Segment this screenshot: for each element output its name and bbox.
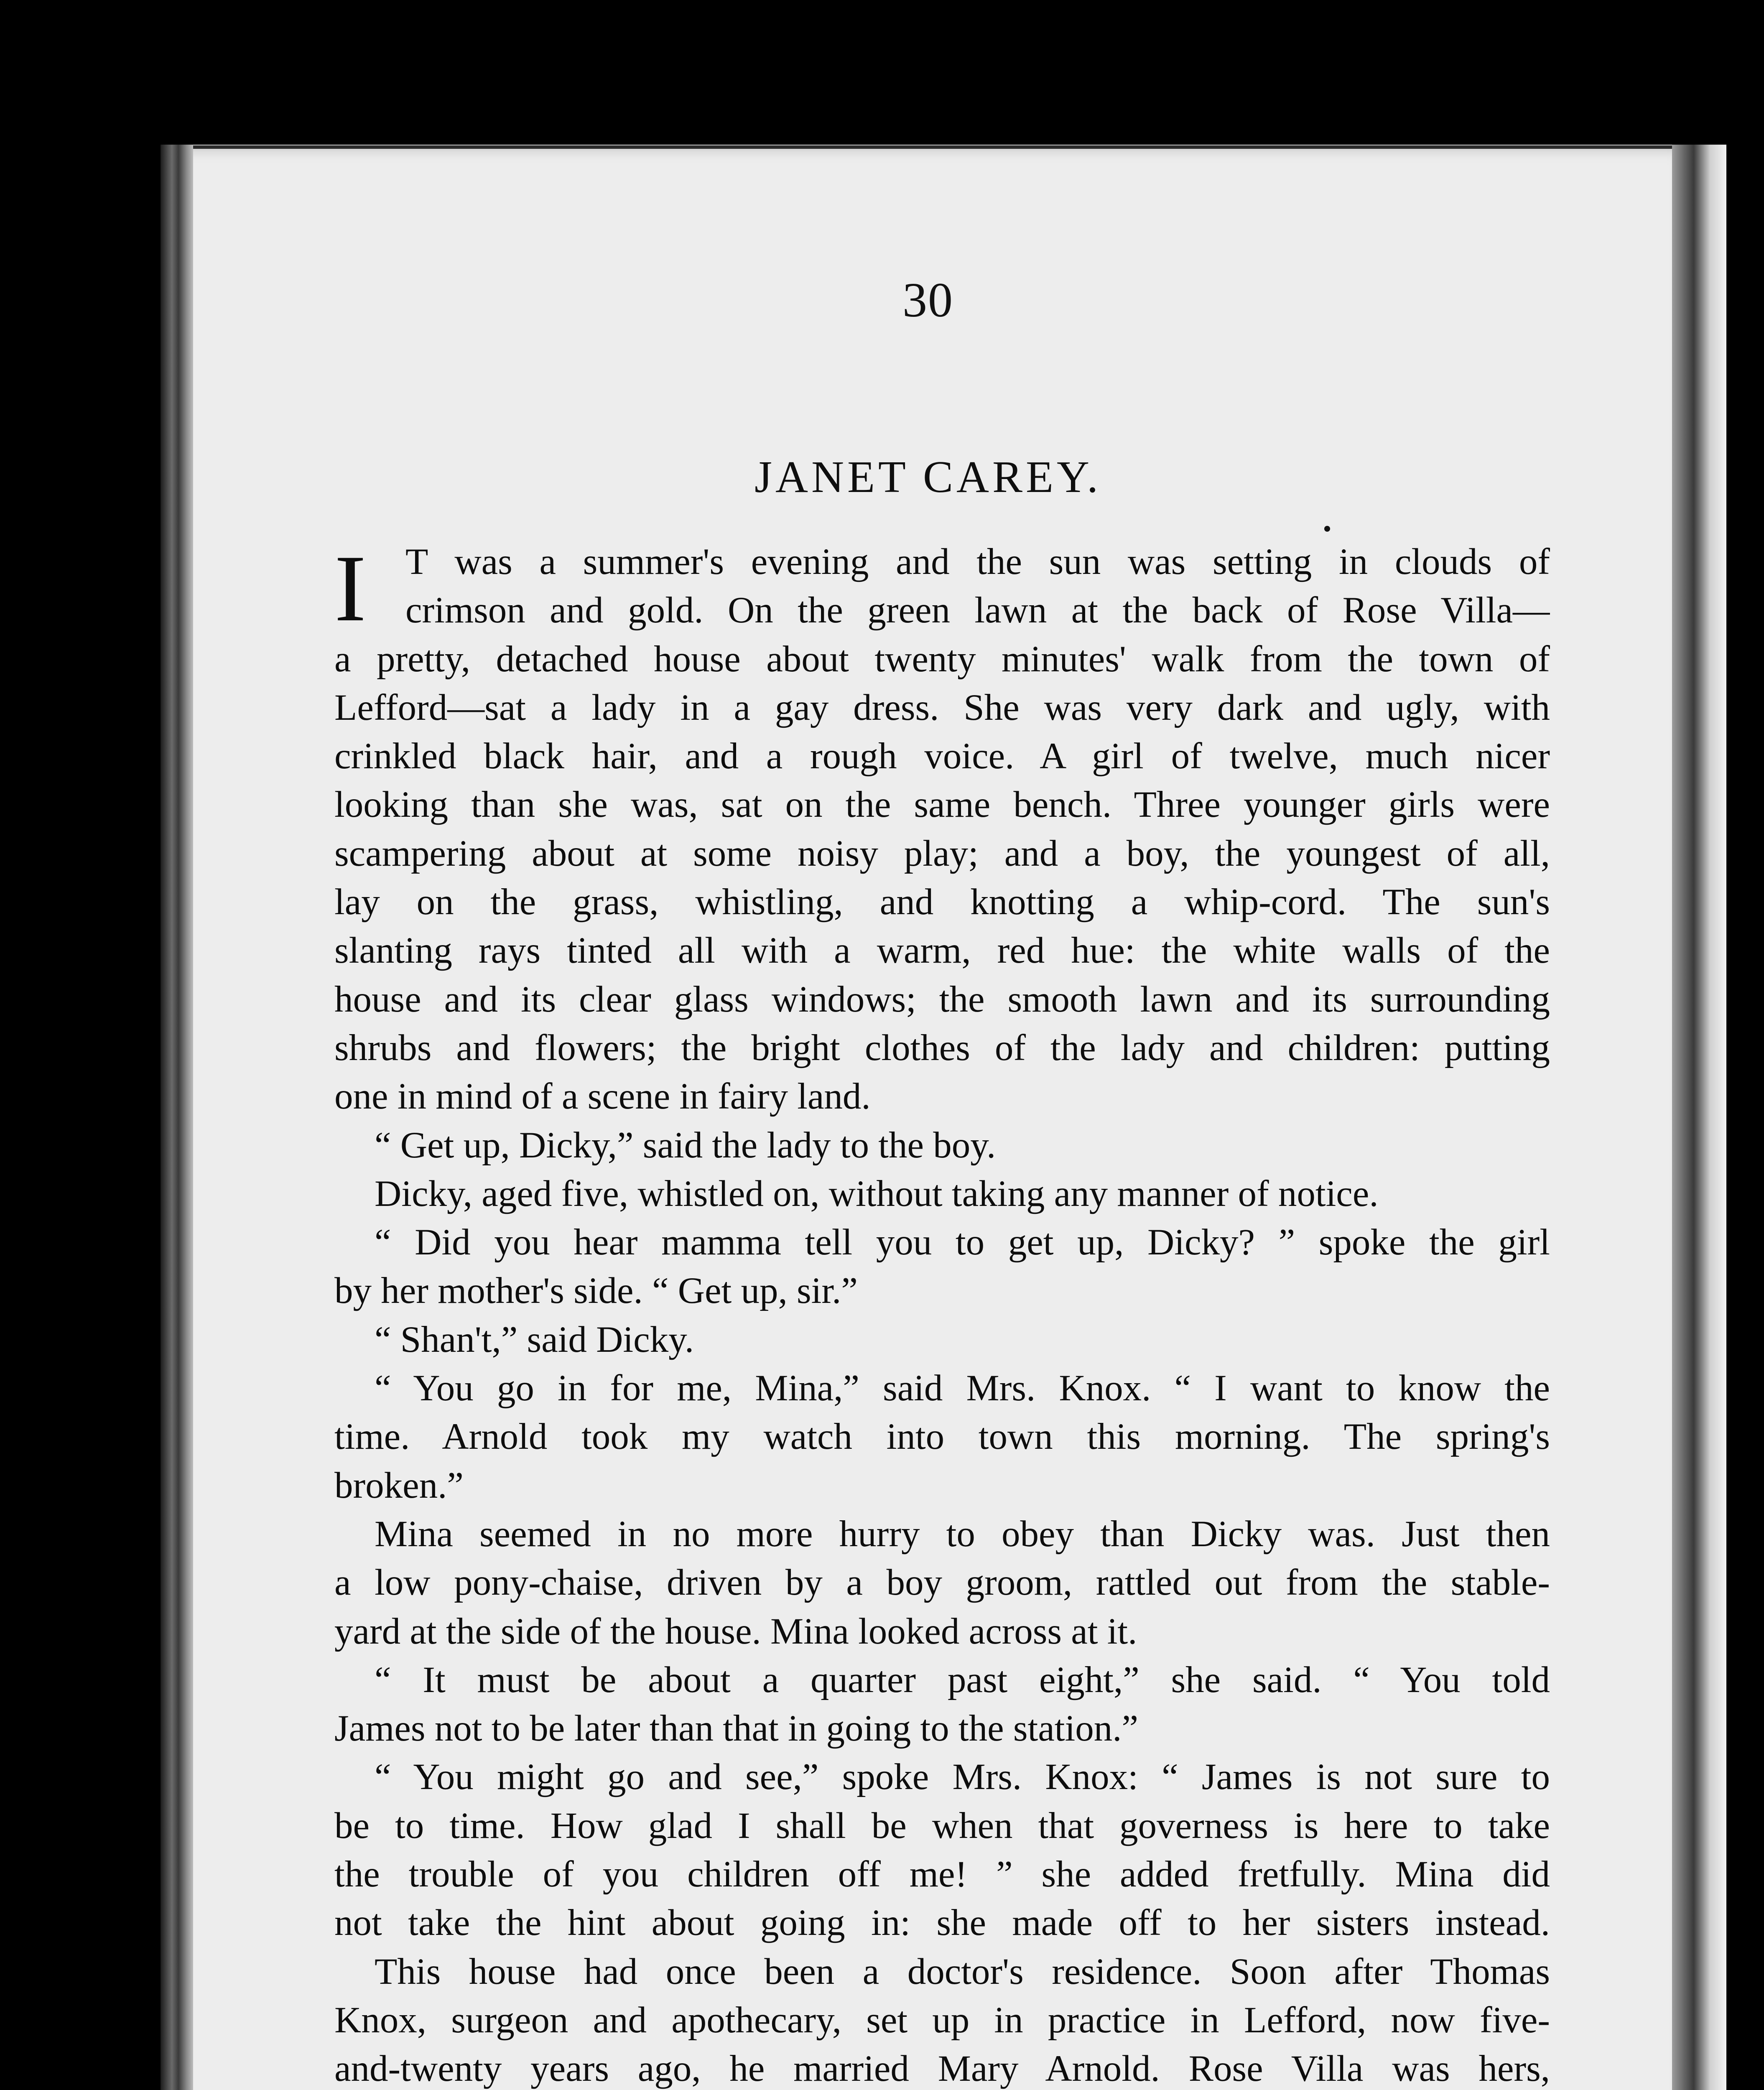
page-right-edge bbox=[1672, 145, 1726, 2090]
page-number: 30 bbox=[902, 273, 953, 327]
drop-cap: I bbox=[334, 536, 366, 641]
text-line: “ You go in for me, Mina,” said Mrs. Knox. “ I want to know the bbox=[375, 1368, 1550, 1409]
text-line: time. Arnold took my watch into town this morning. The spring's bbox=[334, 1416, 1550, 1458]
text-line: the trouble of you children off me! ” she added fretfully. Mina did bbox=[334, 1854, 1550, 1895]
text-line: house and its clear glass windows; the smooth lawn and its surrounding bbox=[334, 979, 1550, 1020]
text-line: not take the hint about going in: she made off to her sisters instead. bbox=[334, 1902, 1550, 1944]
text-line: broken.” bbox=[334, 1465, 464, 1506]
body-text bbox=[334, 538, 1550, 2090]
ink-speck bbox=[1324, 526, 1330, 532]
text-line: yard at the side of the house. Mina looked across at it. bbox=[334, 1611, 1137, 1652]
text-line: and-twenty years ago, he married Mary Arnold. Rose Villa was hers, bbox=[334, 2048, 1550, 2090]
text-line: one in mind of a scene in fairy land. bbox=[334, 1076, 871, 1117]
text-line: T was a summer's evening and the sun was setting in clouds of bbox=[405, 541, 1550, 582]
text-line: “ It must be about a quarter past eight,” she said. “ You told bbox=[375, 1659, 1550, 1700]
text-line: This house had once been a doctor's residence. Soon after Thomas bbox=[375, 1951, 1550, 1992]
text-line: a pretty, detached house about twenty minutes' walk from the town of bbox=[334, 638, 1550, 680]
text-line: Knox, surgeon and apothecary, set up in practice in Lefford, now five- bbox=[334, 1999, 1550, 2041]
text-line: by her mother's side. “ Get up, sir.” bbox=[334, 1270, 858, 1312]
text-line: lay on the grass, whistling, and knotting a whip-cord. The sun's bbox=[334, 882, 1550, 923]
text-line: “ You might go and see,” spoke Mrs. Knox: “ James is not sure to bbox=[375, 1756, 1550, 1798]
text-line: Dicky, aged five, whistled on, without taking any manner of notice. bbox=[375, 1173, 1379, 1214]
text-line: slanting rays tinted all with a warm, red hue: the white walls of the bbox=[334, 930, 1550, 971]
text-line: crinkled black hair, and a rough voice. A girl of twelve, much nicer bbox=[334, 736, 1550, 777]
text-line: looking than she was, sat on the same bench. Three younger girls were bbox=[334, 784, 1550, 826]
page-binding-edge bbox=[161, 145, 193, 2090]
text-line: “ Did you hear mamma tell you to get up, Dicky? ” spoke the girl bbox=[375, 1222, 1550, 1263]
text-line: “ Shan't,” said Dicky. bbox=[375, 1319, 694, 1360]
text-line: crimson and gold. On the green lawn at the back of Rose Villa— bbox=[405, 590, 1550, 631]
text-line: Mina seemed in no more hurry to obey than Dicky was. Just then bbox=[375, 1513, 1550, 1555]
text-line: a low pony-chaise, driven by a boy groom, rattled out from the stable- bbox=[334, 1562, 1550, 1603]
text-line: shrubs and flowers; the bright clothes of the lady and children: putting bbox=[334, 1027, 1550, 1068]
chapter-title: JANET CAREY. bbox=[754, 452, 1102, 502]
page-top-border bbox=[193, 145, 1681, 149]
text-line: scampering about at some noisy play; and a boy, the youngest of all, bbox=[334, 833, 1550, 874]
text-line: “ Get up, Dicky,” said the lady to the boy. bbox=[375, 1124, 996, 1166]
text-line: Lefford—sat a lady in a gay dress. She was very dark and ugly, with bbox=[334, 687, 1550, 728]
text-line: be to time. How glad I shall be when that governess is here to take bbox=[334, 1805, 1550, 1846]
text-line: James not to be later than that in going to the station.” bbox=[334, 1708, 1138, 1749]
